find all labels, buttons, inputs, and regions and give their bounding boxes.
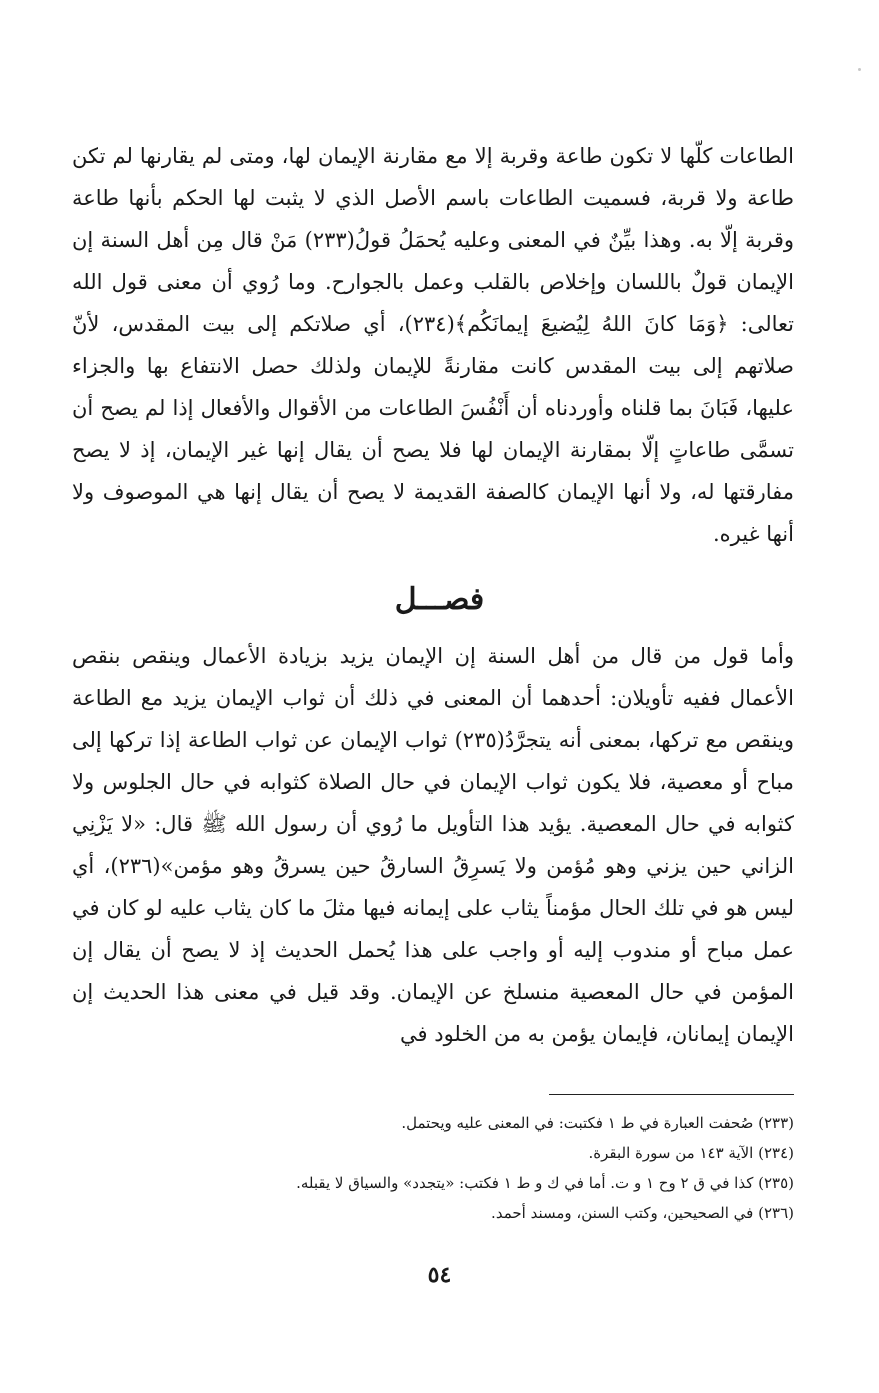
footnote-item: (٢٣٣) صُحفت العبارة في ط ١ فكتبت: في المعنى عليه ويحتمل. (401, 1114, 794, 1132)
footnote-item: (٢٣٥) كذا في ق ٢ وح ١ و ت. أما في ك و ط ١ فكتب: «يتجدد» والسياق لا يقبله. (296, 1174, 794, 1192)
body-paragraph-2: وأما قول من قال من أهل السنة إن الإيمان يزيد بزيادة الأعمال وينقص بنقص الأعمال ففيه تأويلان: أحدهما أن المعنى في ذلك أن ثواب الإيمان يزيد مع الطاعة وينقص مع تركها، بمعنى أنه يتجرَّدُ(٢٣٥) ثواب الإيمان عن ثواب الطاعة إذا تركها إلى مباح أو معصية، فلا يكون ثواب الإيمان في حال الصلاة كثوابه في حال الجلوس ولا كثوابه في حال المعصية. يؤيد هذا التأويل ما رُوي أن رسول الله ﷺ قال: «لا يَزْنِي الزاني حين يزني وهو مُؤمن ولا يَسرِقُ السارقُ حين يسرقُ وهو مؤمن»(٢٣٦)، أي ليس هو في تلك الحال مؤمناً يثاب على إيمانه فيها مثلَ ما كان يثاب عليه لو كان في عمل مباح أو مندوب إليه أو واجب على هذا يُحمل الحديث إذ لا يصح أن يقال إن المؤمن في حال المعصية منسلخ عن الإيمان. وقد قيل في معنى هذا الحديث إن الإيمان إيمانان، فإيمان يؤمن به من الخلود في (72, 644, 795, 1046)
footnote-item: (٢٣٤) الآية ١٤٣ من سورة البقرة. (588, 1144, 794, 1162)
scan-speck (858, 68, 861, 71)
page-number: ٥٤ (427, 1262, 452, 1288)
footnotes-list (90, 1108, 794, 1228)
footnote-divider (549, 1094, 794, 1095)
section-heading: فصـــل (394, 582, 485, 617)
footnote-item: (٢٣٦) في الصحيحين، وكتب السنن، ومسند أحمد. (491, 1204, 794, 1222)
body-paragraph-1: الطاعات كلّها لا تكون طاعة وقربة إلا مع مقارنة الإيمان لها، ومتى لم يقارنها لم تكن طاعة ولا قربة، فسميت الطاعات باسم الأصل الذي لا يثبت لها الحكم بأنها طاعة وقربة إلّا به. وهذا بيِّنٌ في المعنى وعليه يُحمَلُ قولُ(٢٣٣) مَنْ قال مِن أهل السنة إن الإيمان قولٌ باللسان وإخلاص بالقلب وعمل بالجوارح. وما رُوي أن معنى قول الله تعالى: ﴿وَمَا كانَ اللهُ لِيُضيعَ إيمانَكُم﴾(٢٣٤)، أي صلاتكم إلى بيت المقدس، لأنّ صلاتهم إلى بيت المقدس كانت مقارنةً للإيمان ولذلك حصل الانتفاع بها والجزاء عليها، فَبَانَ بما قلناه وأوردناه أن أَنْفُسَ الطاعات من الأقوال والأفعال إذا لم يصح أن تسمَّى طاعاتٍ إلّا بمقارنة الإيمان لها فلا يصح أن يقال إنها غير الإيمان، إذ لا يصح مفارقتها له، ولا أنها الإيمان كالصفة القديمة لا يصح أن يقال إنها هي الموصوف ولا أنها غيره. (72, 144, 795, 546)
